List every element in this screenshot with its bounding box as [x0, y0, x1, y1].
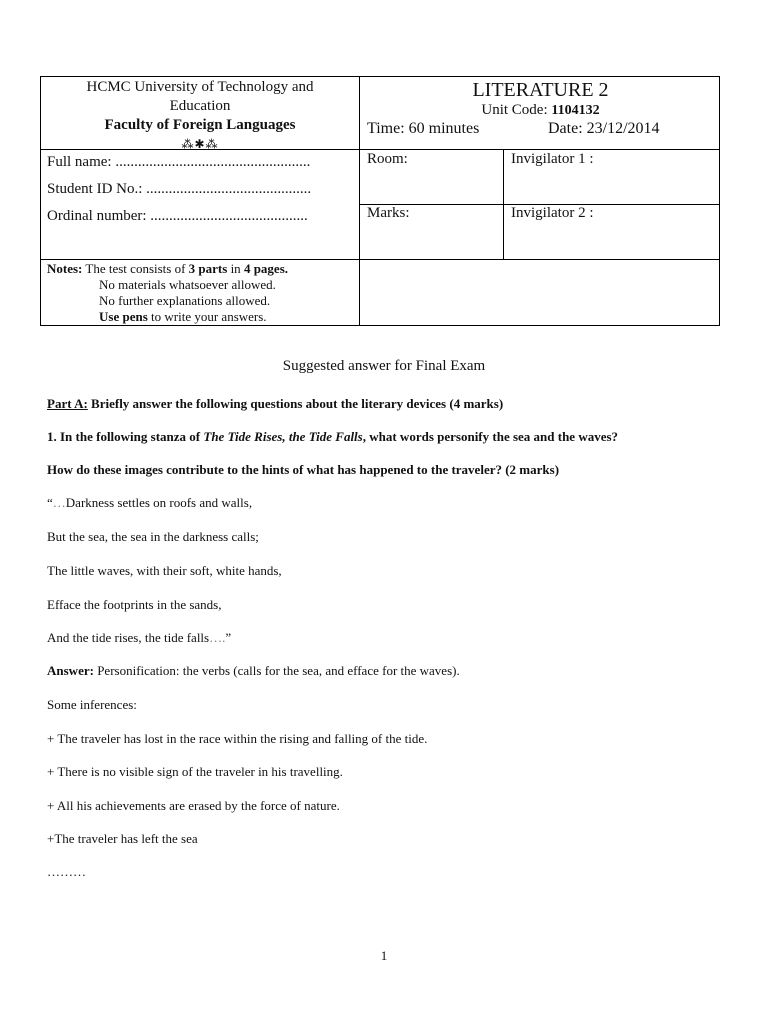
inference-item: + There is no visible sign of the traveler in his travelling.	[47, 764, 343, 779]
ordinal-number-field: Ordinal number: ..........................................	[47, 208, 308, 224]
poem-line-5	[47, 630, 231, 646]
quote-mark: ”	[225, 630, 232, 645]
question-1-line2: How do these images contribute to the hints of what has happened to the traveler? (2 marks)	[47, 462, 560, 477]
student-id-field: Student ID No.: ............................................	[47, 181, 312, 197]
course-title: LITERATURE 2	[472, 79, 609, 101]
poem-text: And the tide rises, the tide falls	[47, 630, 210, 645]
inference-item: + The traveler has lost in the race within the rising and falling of the tide.	[47, 731, 428, 746]
full-name-field: Full name: ....................................................	[47, 154, 311, 170]
part-a-label: Part A:	[47, 396, 88, 411]
inference-item: +The traveler has left the sea	[47, 831, 198, 846]
course-block	[360, 77, 721, 140]
unit-code-value: 1104132	[551, 103, 600, 118]
poem-line-4: Efface the footprints in the sands,	[47, 597, 222, 612]
notes-parts: 3 parts	[188, 261, 228, 276]
ellipsis: …	[52, 495, 66, 510]
faculty-name: Faculty of Foreign Languages	[104, 117, 296, 133]
part-a-heading	[47, 396, 503, 412]
ellipsis: ….	[209, 630, 226, 645]
part-a-text: Briefly answer the following questions about the literary devices (4 marks)	[91, 396, 504, 411]
divider	[503, 149, 504, 259]
poem-line-1	[47, 495, 252, 511]
university-name-line2: Education	[169, 98, 231, 114]
marks-label: Marks:	[367, 205, 410, 221]
university-name-line1: HCMC University of Technology and	[86, 79, 314, 95]
notes-line: No materials whatsoever allowed.	[99, 277, 276, 292]
answer-line	[47, 663, 460, 679]
notes-pages: 4 pages.	[243, 261, 288, 276]
invigilator-2-label: Invigilator 2 :	[511, 205, 594, 221]
document-subtitle: Suggested answer for Final Exam	[282, 358, 486, 374]
room-label: Room:	[367, 151, 408, 167]
invigilator-1-label: Invigilator 1 :	[511, 151, 594, 167]
inferences-label: Some inferences:	[47, 697, 137, 712]
inference-item: + All his achievements are erased by the force of nature.	[47, 798, 340, 813]
poem-text: Darkness settles on roofs and walls,	[65, 495, 253, 510]
exam-duration: Time: 60 minutes	[367, 120, 480, 137]
notes-label: Notes:	[47, 261, 83, 276]
university-block	[41, 77, 359, 154]
exam-header-table	[40, 76, 720, 326]
exam-date: Date: 23/12/2014	[548, 120, 660, 137]
notes-block	[41, 260, 359, 325]
unit-code	[360, 101, 721, 120]
notes-text: The test consists of	[85, 261, 186, 276]
answer-text: Personification: the verbs (calls for the sea, and efface for the waves).	[97, 663, 460, 678]
page-number: 1	[380, 948, 388, 963]
continuation-ellipsis: ………	[47, 864, 86, 879]
answer-label: Answer:	[47, 663, 94, 678]
question-text: 1. In the following stanza of	[47, 429, 201, 444]
question-1-line1	[47, 429, 618, 445]
ornament-icon: ⁂✱⁂	[181, 137, 219, 151]
notes-text: in	[230, 261, 241, 276]
question-text: , what words personify the sea and the waves?	[362, 429, 619, 444]
student-info-block	[41, 149, 359, 230]
notes-line: No further explanations allowed.	[99, 293, 271, 308]
poem-line-3: The little waves, with their soft, white hands,	[47, 563, 282, 578]
quote-mark: “	[47, 495, 53, 510]
poem-title: The Tide Rises, the Tide Falls	[203, 429, 363, 444]
poem-line-2: But the sea, the sea in the darkness calls;	[47, 529, 259, 544]
notes-pens: Use pens	[99, 309, 148, 324]
unit-code-label: Unit Code:	[481, 102, 548, 118]
notes-text: to write your answers.	[151, 309, 267, 324]
